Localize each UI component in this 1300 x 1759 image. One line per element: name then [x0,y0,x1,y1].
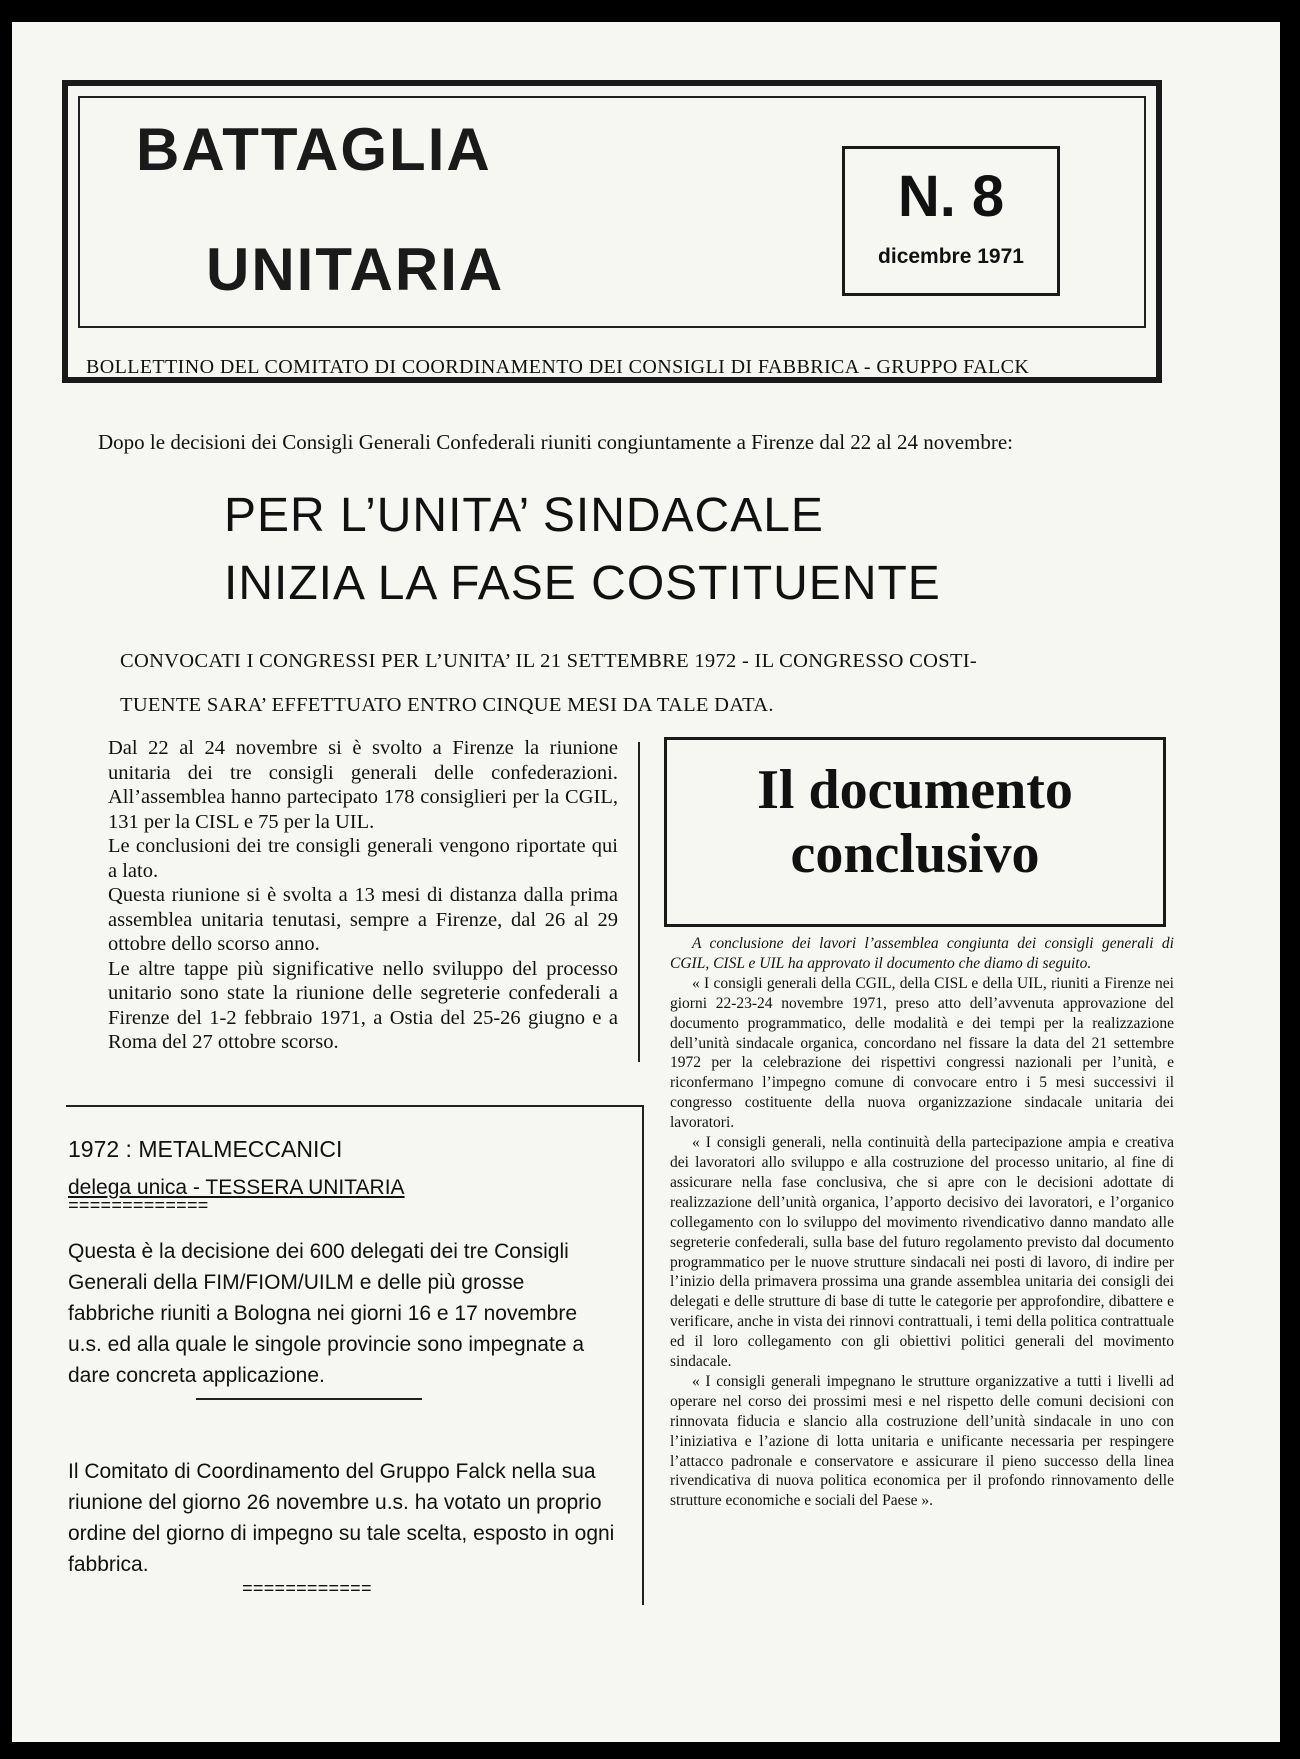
issue-date: dicembre 1971 [878,245,1024,268]
documento-paragraph: « I consigli generali, nella continuità della partecipazione ampia e creativa dei lavoratori allo sviluppo e alla costruzione del processo unitario, al fine di assicurare nella fase conclusiva, che si apre con le decisioni adottate di realizzazione dell’unità organica, l’apporto decisivo dei lavoratori, e l’organico collegamento con lo sviluppo del movimento rivendicativo danno mandato alle segreterie confederali, sulla base del futuro regolamento previsto dal documento programmatico per le nuove strutture sindacali nei posti di lavoro, di indire per l’inizio della primavera prossima una grande assemblea unitaria dei consigli dei delegati e delle strutture di base di tutte le categorie per approfondire, dibattere e verificare, anche in vista dei rinnovi contrattuali, i temi della politica contrattuale ed il loro collegamento con gli obiettivi politici generali del movimento sindacale. [670,1134,1174,1371]
issue-number: N. 8 [897,164,1005,229]
subhead-line2: TUENTE SARA’ EFFETTUATO ENTRO CINQUE MESI DA TALE DATA. [120,694,774,716]
metal-subheading: delega unica - TESSERA UNITARIA [68,1176,405,1199]
article-paragraph: Le altre tappe più significative nello sviluppo del processo unitario sono state la riunione delle segreterie confederali a Firenze del 1-2 febbraio 1971, a Ostia del 25-26 giugno e a Roma del 27 ottobre scorso. [108,957,618,1053]
metal-body: Questa è la decisione dei 600 delegati dei tre Consigli Generali della FIM/FIOM/UILM e delle più grosse fabbriche riuniti a Bologna nei giorni 16 e 17 novembre u.s. ed alla quale le singole provincie sono impegnate a dare concreta applicazione. [68,1240,585,1387]
metal-separator: ============= [68,1197,209,1217]
documento-title-line1: Il documento [757,759,1073,821]
documento-text [670,934,1174,1511]
metal-heading: 1972 : METALMECCANICI [68,1136,343,1162]
documento-title-line2: conclusivo [790,823,1040,885]
metal-box-side-rule [642,1105,644,1605]
documento-paragraph: « I consigli generali della CGIL, della CISL e della UIL, riuniti a Firenze nei giorni 22-23-24 novembre 1971, preso atto dell’avvenuta approvazione del documento programmatico, delle modalità e dei tempi per la realizzazione dell’unità sindacale organica, concordano nel fissare la data del 21 settembre 1972 per la celebrazione dei rispettivi congressi nazionali per l’unità, e riconfermano l’impegno comune di convocare entro i 5 mesi successivi il congresso costituente della nuova organizzazione sindacale unitaria dei lavoratori. [670,974,1174,1132]
masthead-title-line2: UNITARIA [206,236,505,303]
headline-line2: INIZIA LA FASE COSTITUENTE [224,557,941,610]
documento-lead: A conclusione dei lavori l’assemblea congiunta dei consigli generali di CGIL, CISL e UIL ha approvato il documento che diamo di seguito. [670,935,1174,972]
issue-box [842,146,1060,296]
article-body [108,736,618,1055]
closing-separator: ============ [242,1580,372,1600]
metal-mid-rule [196,1398,422,1400]
comitato-body: Il Comitato di Coordinamento del Gruppo Falck nella sua riunione del giorno 26 novembre u.s. ha votato un proprio ordine del giorno di impegno su tale scelta, esposto in ogni fabbrica. [68,1460,615,1576]
article-paragraph: Le conclusioni dei tre consigli generali vengono riportate qui a lato. [108,835,618,882]
article-paragraph: Dal 22 al 24 novembre si è svolto a Firenze la riunione unitaria dei tre consigli generali delle confederazioni. All’assemblea hanno partecipato 178 consiglieri per la CGIL, 131 per la CISL e 75 per la UIL. [108,737,618,833]
article-paragraph: Questa riunione si è svolta a 13 mesi di distanza dalla prima assemblea unitaria tenutasi, sempre a Firenze, dal 26 al 29 ottobre dello scorso anno. [108,884,618,955]
subhead-line1: CONVOCATI I CONGRESSI PER L’UNITA’ IL 21 SETTEMBRE 1972 - IL CONGRESSO COSTI- [120,650,978,672]
documento-title-box [664,737,1166,927]
masthead-title-line1: BATTAGLIA [136,116,492,183]
bulletin-subtitle: BOLLETTINO DEL COMITATO DI COORDINAMENTO DEI CONSIGLI DI FABBRICA - GRUPPO FALCK [86,356,1030,378]
documento-paragraph: « I consigli generali impegnano le strutture organizzative a tutti i livelli ad operare nel corso dei prossimi mesi e nel rispetto delle comuni decisioni con rinnovata fiducia e slancio alla costruzione dell’unità sindacale in uno con l’iniziativa e l’azione di lotta unitaria e unificante necessaria per respingere l’attacco padronale e conservatore e assicurare il pieno successo della linea rivendicativa di nuova politica economica per il profondo rinnovamento delle strutture economiche e sociali del Paese ». [670,1372,1174,1510]
headline-line1: PER L’UNITA’ SINDACALE [224,489,824,542]
metal-box-top-rule [66,1105,644,1107]
column-divider [638,742,640,1062]
article-intro: Dopo le decisioni dei Consigli Generali Confederali riuniti congiuntamente a Firenze dal 22 al 24 novembre: [98,430,1013,454]
